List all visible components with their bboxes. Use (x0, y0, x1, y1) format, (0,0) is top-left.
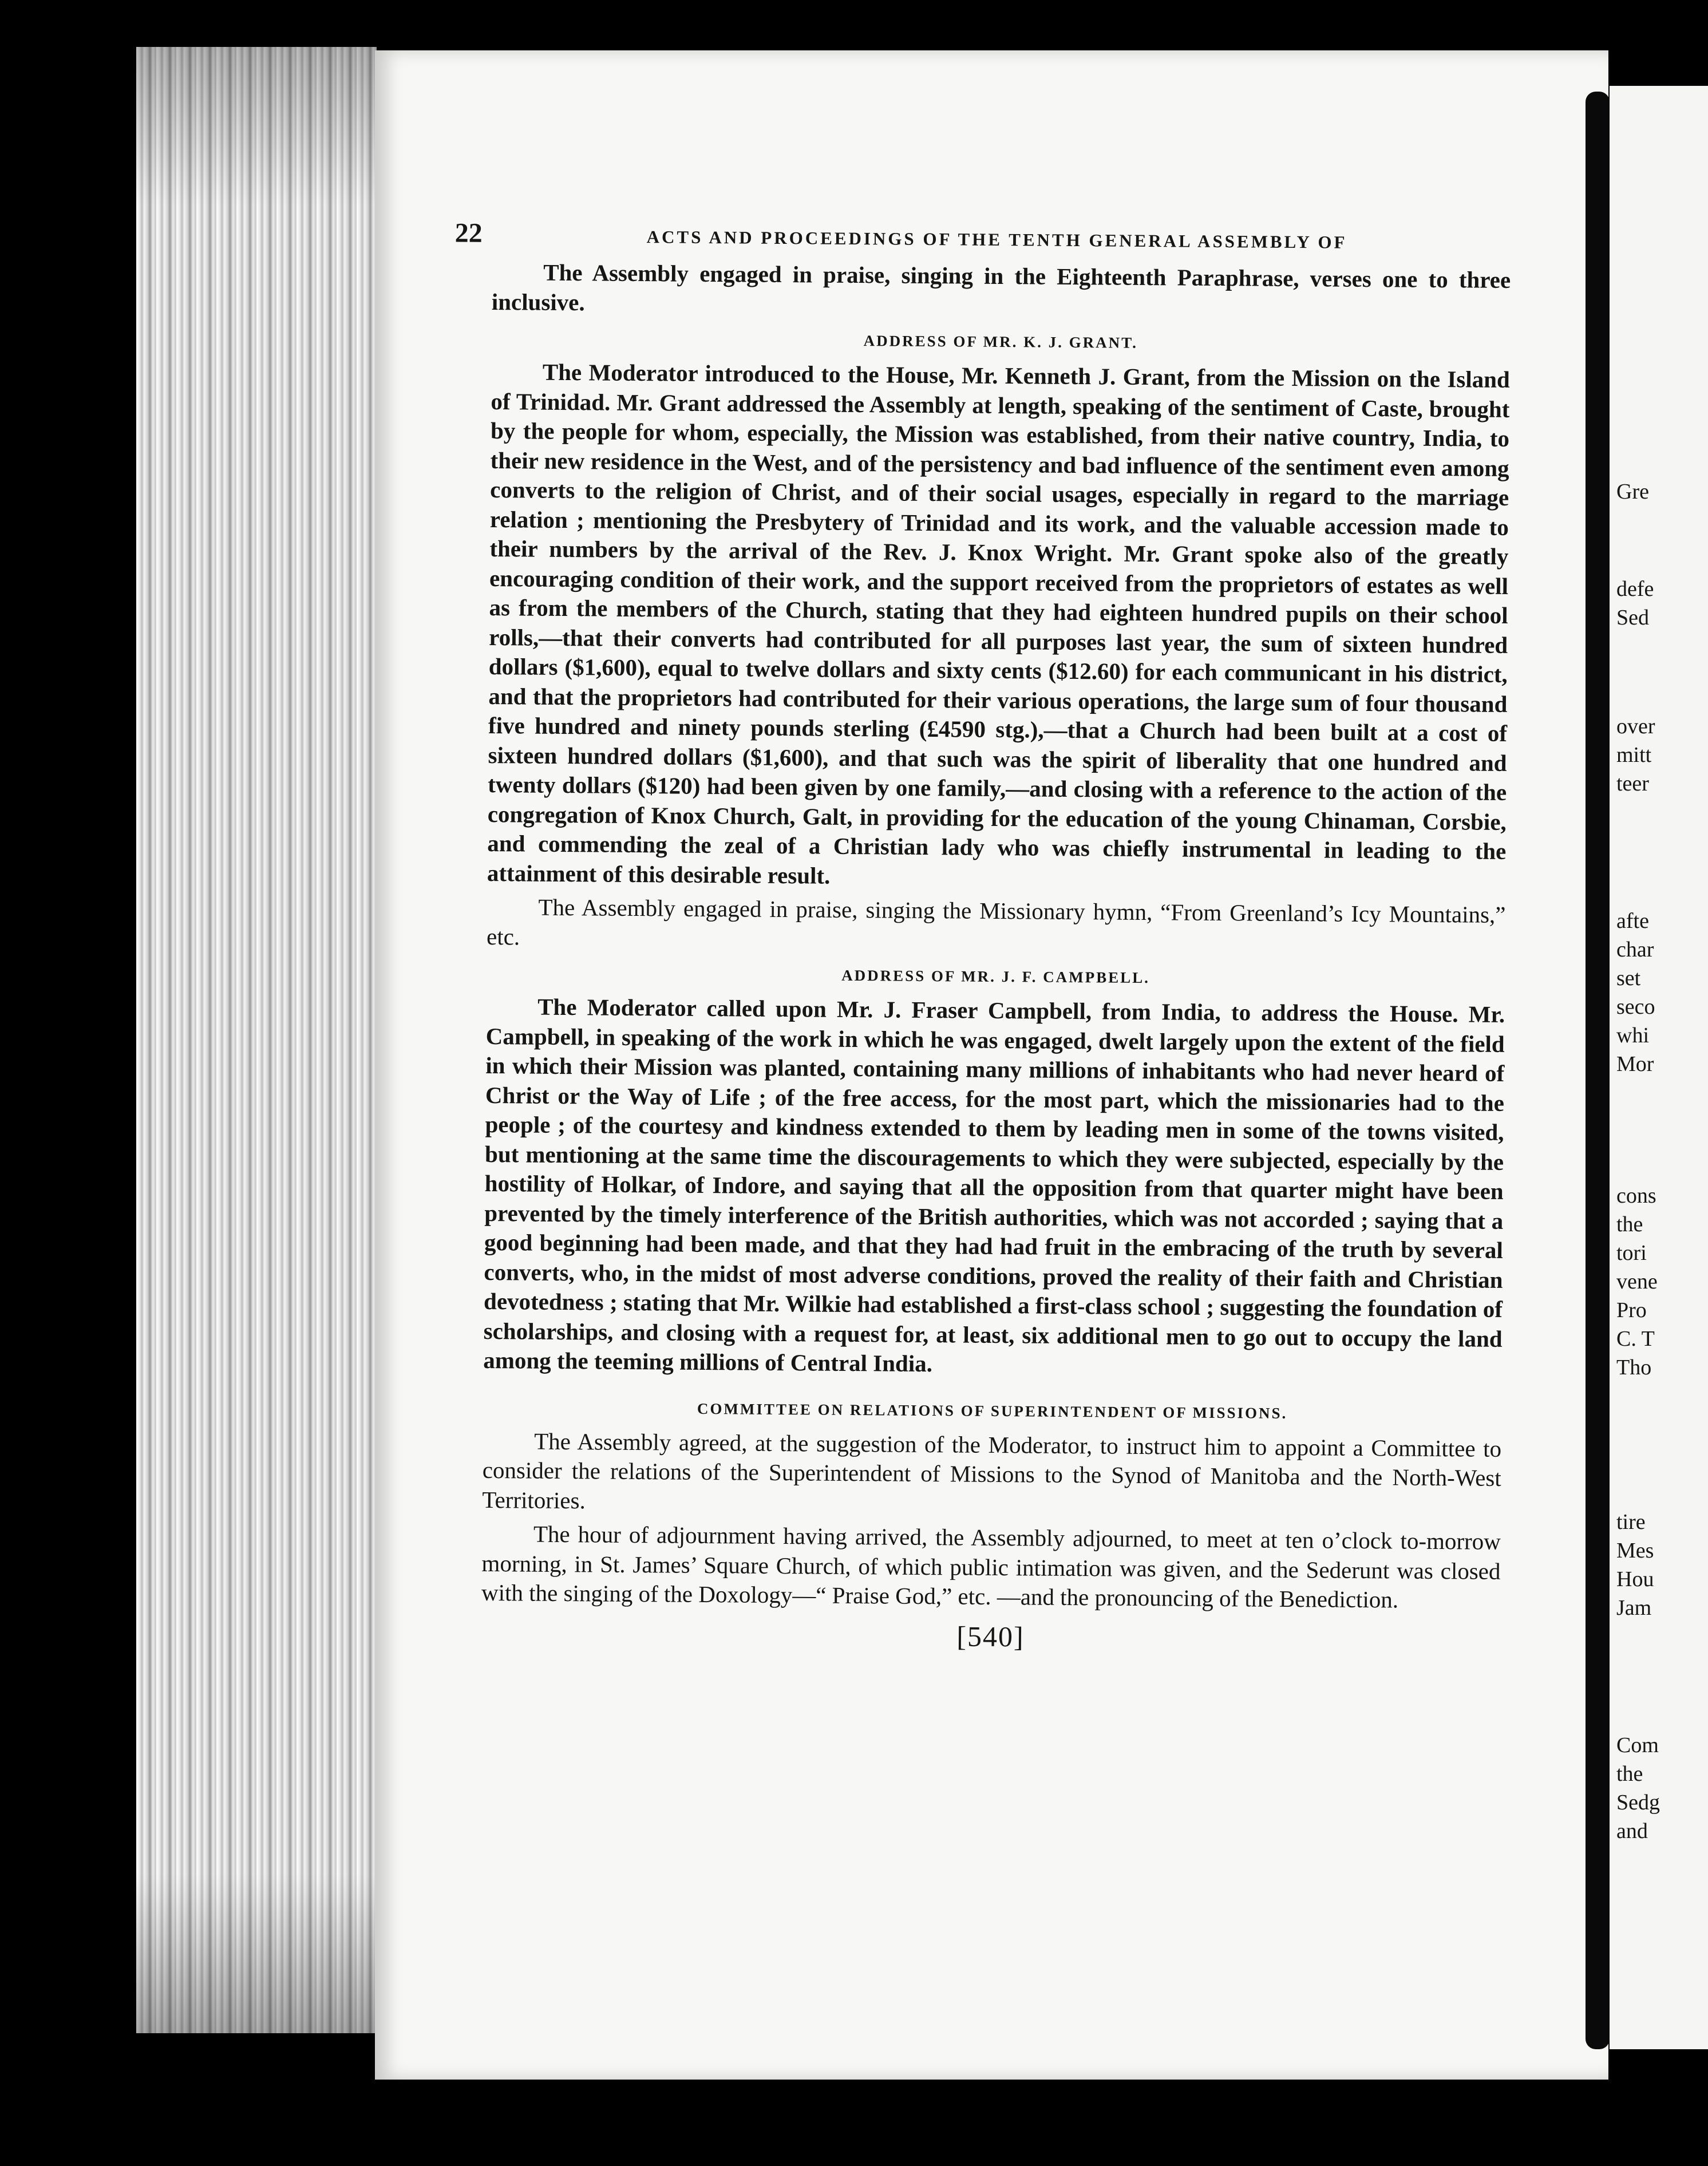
right-page-fragment: over (1616, 714, 1655, 738)
right-page-fragment: set (1616, 966, 1641, 990)
right-page-fragment: C. T (1616, 1327, 1655, 1351)
right-page-sliver (1610, 86, 1708, 2049)
heading-address-campbell: ADDRESS OF MR. J. F. CAMPBELL. (841, 966, 1150, 987)
right-page-fragment: Tho (1616, 1355, 1652, 1380)
committee-paragraph: The Assembly agreed, at the suggestion of the Moderator, to instruct him to appoint a Committee to consider the relations of the Superintendent of Missions to the Synod of Manitoba and the North-West Territories. (482, 1428, 1502, 1513)
praise-paragraph-1: The Assembly engaged in praise, singing in the Eighteenth Paraphrase, verses one to three inclusive. (491, 259, 1511, 315)
praise-paragraph-2: The Assembly engaged in praise, singing the Missionary hymn, “From Greenland’s Icy Mountains,” etc. (486, 894, 1506, 950)
right-page-fragment: defe (1616, 577, 1654, 601)
right-page-fragment: afte (1616, 909, 1649, 933)
right-page-fragment: and (1616, 1819, 1648, 1843)
right-page-fragment: tire (1616, 1510, 1646, 1534)
right-page-fragment: the (1616, 1212, 1643, 1236)
page-number: 22 (454, 218, 483, 248)
right-page-fragment: cons (1616, 1184, 1656, 1208)
right-page-fragment: tori (1616, 1241, 1647, 1265)
heading-committee: COMMITTEE ON RELATIONS OF SUPERINTENDENT OF MISSIONS. (697, 1400, 1288, 1422)
right-page-fragment: the (1616, 1762, 1643, 1786)
grant-address-paragraph: The Moderator introduced to the House, Mr. Kenneth J. Grant, from the Mission on the Island of Trinidad. Mr. Grant addressed the Assembly at length, speaking of the sentiment of Caste, brought by the people for whom, especially, the Mission was established, from their native country, India, to their new residence in the West, and of the persistency and bad influence of the sentiment even among converts to the religion of Christ, and of their social usages, especially in regard to the marriage relation ; mentioning the Presbytery of Trinidad and its work, and the valuable accession made to their numbers by the arrival of the Rev. J. Knox Wright. Mr. Grant spoke also of the greatly encouraging condition of their work, and the support received from the proprietors of estates as well as from the members of the Church, stating that they had eighteen hundred pupils on their school rolls,—that their converts had contributed for all purposes last year, the sum of sixteen hundred dollars ($1,600), equal to twelve dollars and sixty cents ($12.60) for each communicant in his district, and that the proprietors had contributed for their various operations, the large sum of four thousand five hundred and ninety pounds sterling (£4590 stg.),—that a Church had been built at a cost of sixteen hundred dollars ($1,600), and that such was the spirit of liberality that one hundred and twenty dollars ($120) had been given by one family,—and closing with a reference to the action of the congregation of Knox Church, Galt, in providing for the education of the young Chinaman, Corsbie, and commending the zeal of a Christian lady who was chiefly instrumental in leading to the attainment of this desirable result. (487, 358, 1511, 889)
page-content (454, 218, 1511, 1657)
right-page-fragment: Gre (1616, 480, 1649, 504)
right-page-fragment: Jam (1616, 1596, 1652, 1620)
right-page-fragment: vene (1616, 1270, 1658, 1294)
right-page-fragment: Mor (1616, 1052, 1654, 1076)
right-page-fragment: char (1616, 938, 1654, 962)
running-head-title: ACTS AND PROCEEDINGS OF THE TENTH GENERAL ASSEMBLY OF (646, 227, 1347, 252)
right-page-fragment: mitt (1616, 743, 1652, 767)
right-page-fragment: Sedg (1616, 1790, 1660, 1815)
right-page-fragment: Sed (1616, 606, 1649, 630)
right-page-fragment: Mes (1616, 1539, 1654, 1563)
right-page-fragment: teer (1616, 772, 1649, 796)
book-page-edges (136, 47, 377, 2033)
book-gutter (1586, 92, 1610, 2049)
right-page-fragment: seco (1616, 995, 1655, 1019)
heading-address-grant: ADDRESS OF MR. K. J. GRANT. (863, 332, 1138, 351)
right-page-fragment: Com (1616, 1733, 1659, 1757)
adjournment-paragraph: The hour of adjournment having arrived, the Assembly adjourned, to meet at ten o’clock to-morrow morning, in St. James’ Square Church, of which public intimation was given, and the Sederunt was closed with the singing of the Doxology—“ Praise God,” etc. —and the pronouncing of the Benediction. (481, 1520, 1501, 1613)
folio-number: [540] (956, 1619, 1025, 1653)
running-head (454, 218, 1511, 266)
right-page-fragment: Hou (1616, 1567, 1654, 1591)
right-page-fragment: whi (1616, 1023, 1649, 1048)
right-page-fragment: Pro (1616, 1298, 1647, 1322)
campbell-address-paragraph: The Moderator called upon Mr. J. Fraser Campbell, from India, to address the House. Mr. Campbell, in speaking of the work in which he was engaged, dwelt largely upon the extent of the field in which their Mission was planted, containing many millions of inhabitants who had never heard of Christ or the Way of Life ; of the free access, for the most part, which the missionaries had to the people ; of the courtesy and kindness extended to them by leading men in some of the towns visited, but mentioning at the same time the discouragements to which they were subjected, especially by the hostility of Holkar, of Indore, and saying that all the opposition from that quarter might have been prevented by the timely interference of the British authorities, which was not accorded ; saying that a good beginning had been made, and that they had had fruit in the embracing of the truth by several converts, who, in the midst of most adverse conditions, proved the reality of their faith and Christian devotedness ; stating that Mr. Wilkie had established a first-class school ; suggesting the foundation of scholarships, and closing with a request for, at least, six additional men to go out to occupy the land among the teeming millions of Central India. (483, 993, 1505, 1377)
